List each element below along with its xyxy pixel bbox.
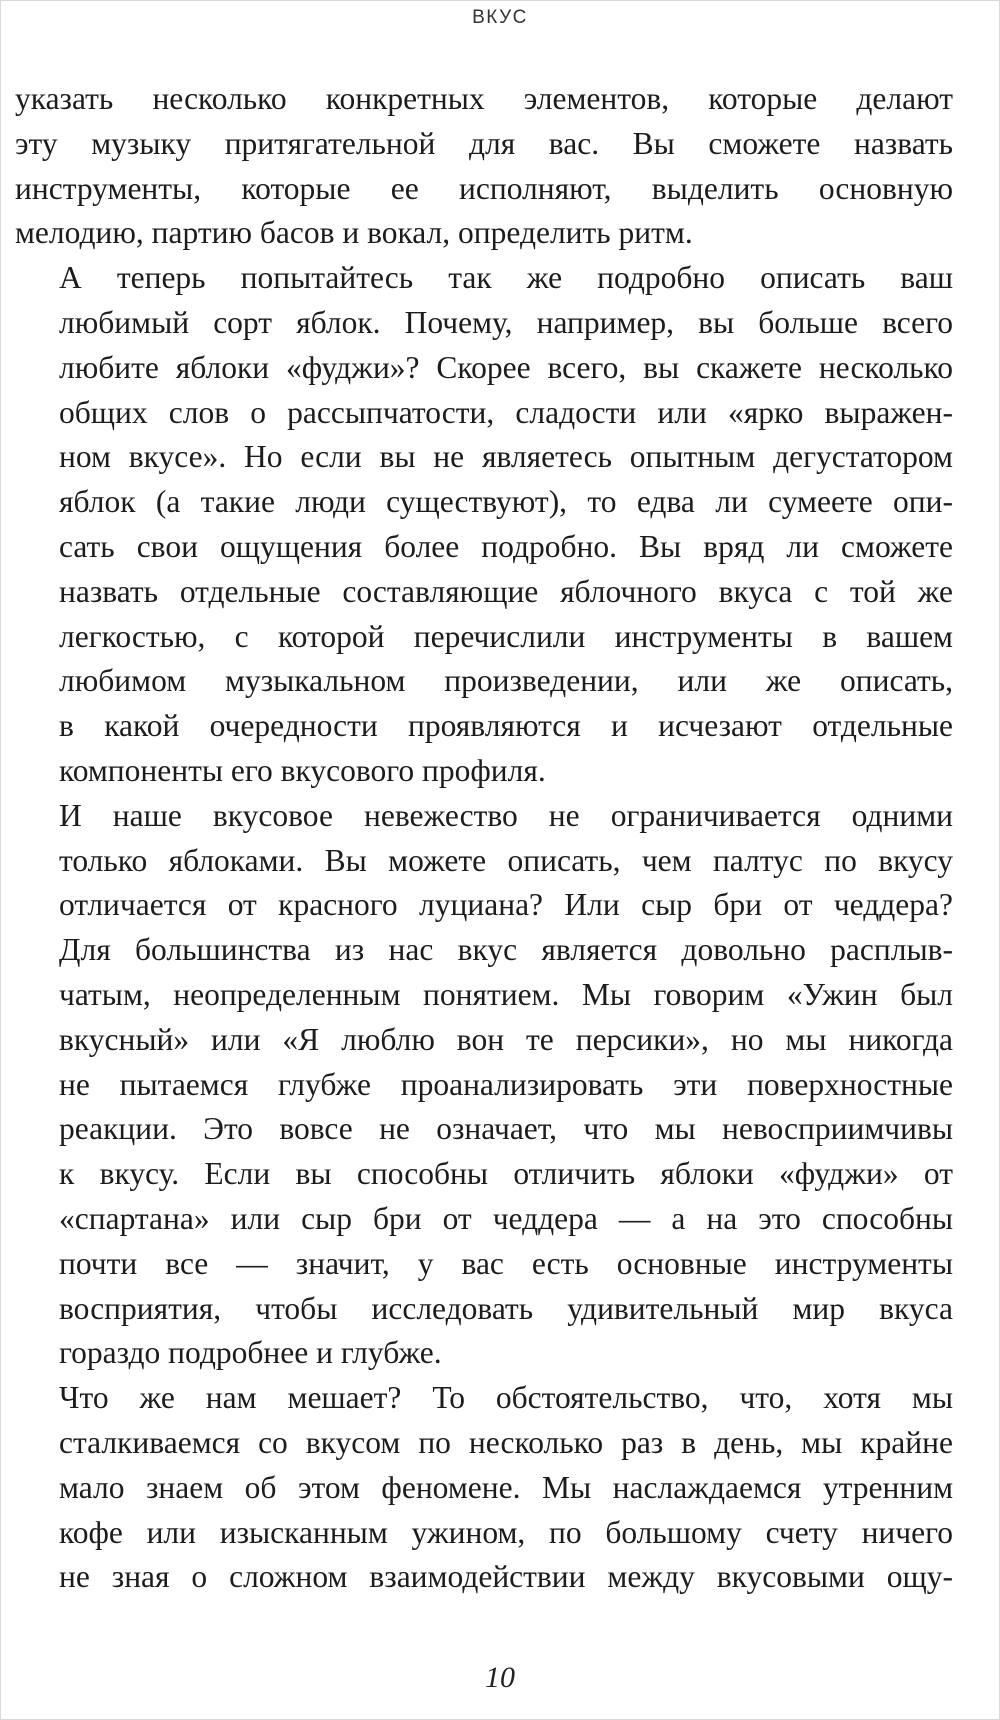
text-line: чатым, неопределенным понятием. Мы говорим «Ужин был: [59, 976, 953, 1012]
text-line: к вкусу. Если вы способны отличить яблоки «фуджи» от: [59, 1156, 953, 1192]
text-line: мелодию, партию басов и вокал, определить ритм.: [15, 215, 693, 251]
text-line: легкостью, с которой перечислили инструменты в вашем: [59, 618, 953, 654]
text-line: почти все — значит, у вас есть основные инструменты: [59, 1245, 953, 1281]
text-line: мало знаем об этом феномене. Мы наслаждаемся утренним: [59, 1469, 953, 1505]
paragraph: [15, 1376, 953, 1600]
text-line: «спартана» или сыр бри от чеддера — а на это способны: [59, 1200, 953, 1236]
text-line: отличается от красного луциана? Или сыр бри от чеддера?: [59, 887, 953, 923]
text-line: И наше вкусовое невежество не ограничивается одними: [59, 797, 953, 833]
text-line: назвать отдельные составляющие яблочного вкуса с той же: [59, 573, 953, 609]
text-line: общих слов о рассыпчатости, сладости или «ярко выражен-: [59, 394, 953, 430]
text-line: сталкиваемся со вкусом по несколько раз в день, мы крайне: [59, 1424, 953, 1460]
paragraph: [15, 77, 953, 256]
running-header: ВКУС: [472, 7, 528, 28]
text-line: не зная о сложном взаимодействии между вкусовыми ощу-: [59, 1559, 953, 1595]
text-line: гораздо подробнее и глубже.: [59, 1335, 442, 1371]
text-line: любимый сорт яблок. Почему, например, вы больше всего: [59, 304, 953, 340]
text-line: реакции. Это вовсе не означает, что мы невосприимчивы: [59, 1111, 953, 1147]
paragraph: [15, 256, 953, 794]
text-line: А теперь попытайтесь так же подробно описать ваш: [59, 260, 953, 296]
text-line: компоненты его вкусового профиля.: [59, 752, 546, 788]
text-line: Для большинства из нас вкус является довольно расплыв-: [59, 932, 953, 968]
text-line: яблок (а такие люди существуют), то едва ли сумеете опи-: [59, 484, 953, 520]
text-line: только яблоками. Вы можете описать, чем палтус по вкусу: [59, 842, 953, 878]
text-line: указать несколько конкретных элементов, которые делают: [15, 81, 953, 116]
text-line: любите яблоки «фуджи»? Скорее всего, вы скажете несколько: [59, 349, 953, 385]
paragraph: [15, 794, 953, 1376]
text-line: инструменты, которые ее исполняют, выделить основную: [15, 170, 953, 206]
text-line: любимом музыкальном произведении, или же описать,: [59, 663, 953, 699]
text-line: восприятия, чтобы исследовать удивительный мир вкуса: [59, 1290, 953, 1326]
text-line: эту музыку притягательной для вас. Вы сможете назвать: [15, 125, 953, 161]
text-line: вкусный» или «Я люблю вон те персики», но мы никогда: [59, 1021, 953, 1057]
text-line: Что же нам мешает? То обстоятельство, что, хотя мы: [59, 1380, 953, 1416]
text-line: в какой очередности проявляются и исчезают отдельные: [59, 708, 953, 744]
text-line: ном вкусе». Но если вы не являетесь опытным дегустатором: [59, 439, 953, 475]
text-line: сать свои ощущения более подробно. Вы вряд ли сможете: [59, 528, 953, 564]
text-line: кофе или изысканным ужином, по большому счету ничего: [59, 1514, 953, 1550]
body-text: [15, 77, 953, 1600]
text-line: не пытаемся глубже проанализировать эти поверхностные: [59, 1066, 953, 1102]
page-number: 10: [485, 1661, 515, 1694]
